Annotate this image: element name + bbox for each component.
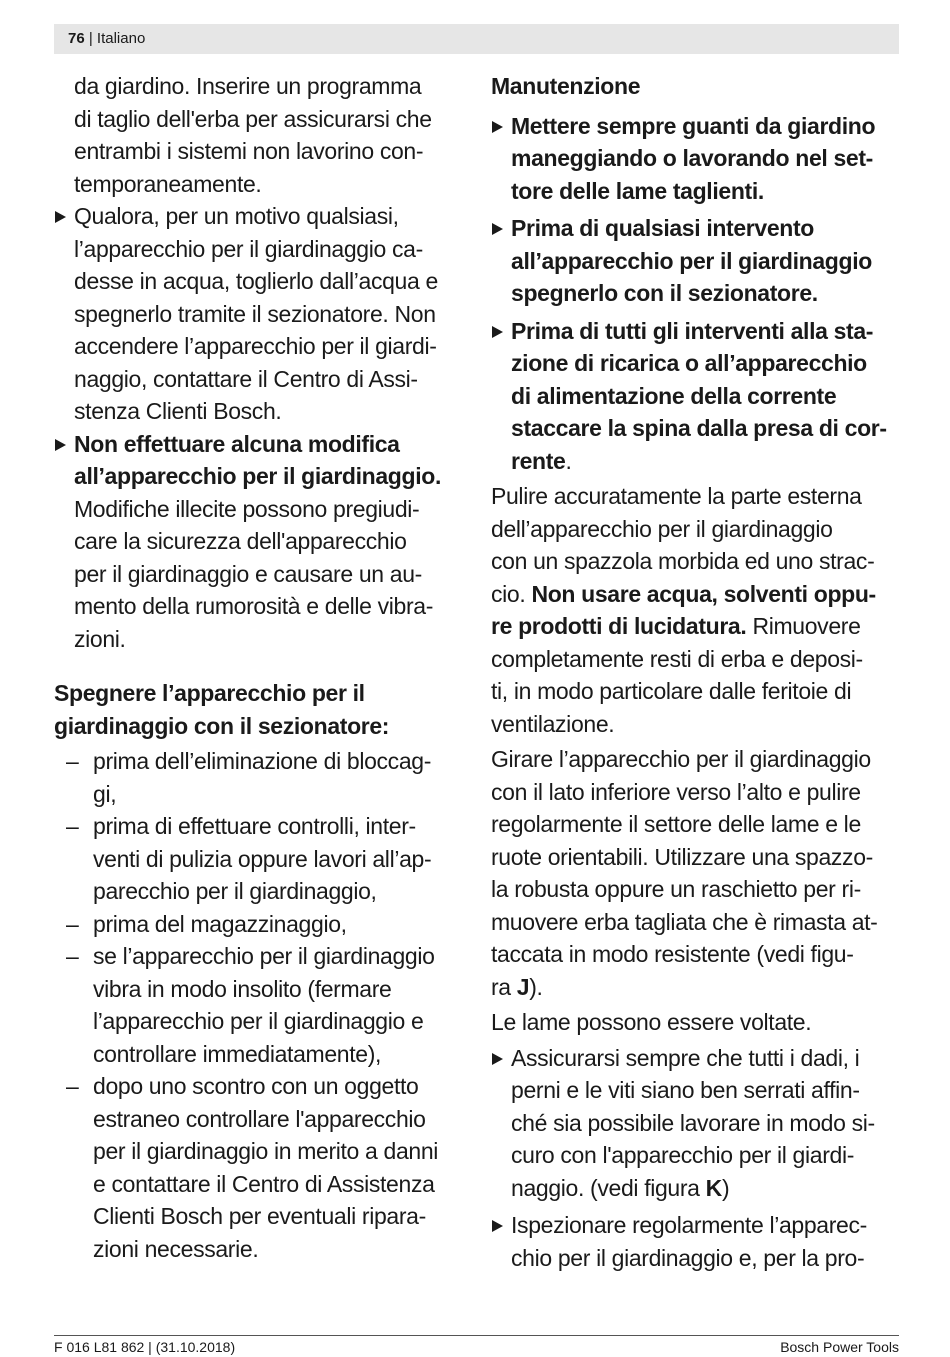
text-span: cio. [491, 580, 532, 607]
bullet-water [54, 200, 464, 428]
text-line: con un spazzola morbida ed uno strac- [491, 548, 875, 574]
text-span: Rimuovere [746, 613, 861, 639]
text-line: regolarmente il settore delle lame e le [491, 811, 861, 837]
text-line: da giardino. Inserire un programma [74, 73, 422, 99]
text-line: completamente resti di erba e deposi- [491, 645, 863, 672]
bold-span: re prodotti di lucidatura. [491, 613, 747, 639]
dash-item [54, 940, 464, 1070]
header-bar [54, 24, 899, 54]
text-line: temporaneamente. [74, 170, 262, 197]
dash-marker: – [66, 748, 79, 774]
text-line [511, 445, 901, 478]
bold-span: rente [511, 447, 566, 474]
figure-ref: J [516, 973, 530, 1000]
text-line: naggio, contattare il Centro di Assi- [74, 365, 418, 392]
footer-brand: Bosch Power Tools [780, 1339, 899, 1355]
text-line: per il giardinaggio in merito a danni [93, 1138, 439, 1164]
bullet-inspect [491, 1209, 901, 1274]
intro-paragraph [54, 70, 464, 200]
text-line: perni e le viti siano ben serrati affin- [511, 1077, 860, 1103]
text-line: ché sia possibile lavorare in modo si- [511, 1109, 875, 1136]
text-line: l’apparecchio per il giardinaggio ca- [74, 235, 423, 262]
text-line: per il giardinaggio e causare un au- [74, 560, 422, 587]
bullet-gloves [491, 110, 901, 208]
text-line: chio per il giardinaggio e, per la pro- [511, 1244, 865, 1271]
text-line: prima di effettuare controlli, inter- [93, 813, 416, 839]
bold-line: zione di ricarica o all’apparecchio [511, 350, 867, 376]
text-line: taccata in modo resistente (vedi figu- [491, 941, 854, 967]
text-line: entrambi i sistemi non lavorino con- [74, 138, 424, 164]
bold-line: spegnerlo con il sezionatore. [511, 280, 818, 306]
text-span: ). [529, 973, 543, 1000]
text-line: ti, in modo particolare dalle feritoie di [491, 678, 852, 704]
text-line: Ispezionare regolarmente l’apparec- [511, 1212, 867, 1238]
text-line [491, 578, 901, 611]
blades-paragraph: Le lame possono essere voltate. [491, 1009, 812, 1035]
text-line: ventilazione. [491, 710, 615, 737]
right-column [491, 70, 901, 1274]
turning-paragraph [491, 743, 901, 1003]
text-line: stenza Clienti Bosch. [74, 398, 282, 424]
bullet-unplug [491, 315, 901, 478]
dash-item [54, 745, 464, 810]
text-line: prima del magazzinaggio, [93, 910, 347, 937]
bold-line: all’apparecchio per il giardinaggio. [74, 463, 441, 489]
bullet-triangle-icon [55, 211, 66, 223]
text-line [491, 610, 901, 643]
text-line: ruote orientabili. Utilizzare una spazzo- [491, 843, 873, 870]
text-line [511, 1172, 901, 1205]
section-heading [54, 677, 464, 742]
heading-line: giardinaggio con il sezionatore: [54, 712, 390, 739]
text-line: spegnerlo tramite il sezionatore. Non [74, 300, 436, 327]
text-span: naggio. (vedi figura [511, 1174, 706, 1201]
text-line: parecchio per il giardinaggio, [93, 878, 377, 904]
dash-marker: – [66, 1073, 79, 1099]
bullet-triangle-icon [492, 326, 503, 338]
text-span: . [565, 447, 572, 474]
bold-line: Prima di qualsiasi intervento [511, 215, 815, 241]
bullet-triangle-icon [492, 1053, 503, 1065]
left-column [54, 70, 464, 1265]
text-line: muovere erba tagliata che è rimasta at- [491, 908, 878, 935]
text-line: e contattare il Centro di Assistenza [93, 1170, 435, 1197]
text-line: con il lato inferiore verso l’alto e pulire [491, 778, 861, 805]
bullet-triangle-icon [492, 121, 503, 133]
bullet-nuts-bolts [491, 1042, 901, 1205]
text-line: curo con l'apparecchio per il giardi- [511, 1142, 855, 1168]
dash-list [54, 745, 464, 1265]
text-span: ) [721, 1174, 730, 1201]
text-line: venti di pulizia oppure lavori all’ap- [93, 845, 432, 872]
text-line: l’apparecchio per il giardinaggio e [93, 1008, 424, 1034]
bold-line: Prima di tutti gli interventi alla sta- [511, 317, 874, 344]
dash-item [54, 1070, 464, 1265]
bullet-switch-off [491, 212, 901, 310]
dash-item [54, 810, 464, 908]
page-number: 76 [68, 30, 85, 47]
text-line: vibra in modo insolito (fermare [93, 975, 392, 1002]
heading-line: Spegnere l’apparecchio per il [54, 680, 365, 706]
bullet-no-modification [54, 428, 464, 656]
text-line: Modifiche illecite possono pregiudi- [74, 495, 420, 522]
text-line: Qualora, per un motivo qualsiasi, [74, 203, 399, 229]
bold-line: Non effettuare alcuna modifica [74, 430, 400, 457]
page-header [68, 30, 145, 48]
cleaning-paragraph [491, 480, 901, 740]
bold-span: Non usare acqua, solventi oppu- [531, 580, 876, 607]
bold-line: staccare la spina dalla presa di cor- [511, 415, 887, 441]
text-line: care la sicurezza dell'apparecchio [74, 528, 407, 554]
dash-marker: – [66, 910, 79, 937]
bullet-triangle-icon [492, 223, 503, 235]
text-line: Assicurarsi sempre che tutti i dadi, i [511, 1044, 860, 1071]
text-line: desse in acqua, toglierlo dall’acqua e [74, 268, 438, 294]
text-line: Pulire accuratamente la parte esterna [491, 483, 862, 509]
footer-divider [54, 1335, 899, 1336]
text-line: la robusta oppure un raschietto per ri- [491, 876, 861, 902]
header-separator: | [84, 30, 97, 47]
text-line: accendere l’apparecchio per il giardi- [74, 333, 437, 359]
text-line: mento della rumorosità e delle vibra- [74, 593, 434, 619]
text-line: controllare immediatamente), [93, 1040, 382, 1067]
dash-item [54, 908, 464, 941]
text-line: zioni. [74, 625, 126, 652]
text-line: prima dell’eliminazione di bloccag- [93, 748, 432, 774]
text-span: ra [491, 973, 517, 1000]
bold-line: di alimentazione della corrente [511, 382, 837, 409]
bold-line: tore delle lame taglienti. [511, 177, 764, 204]
text-line: dell’apparecchio per il giardinaggio [491, 515, 833, 542]
text-line: zioni necessarie. [93, 1235, 259, 1262]
bold-line: all’apparecchio per il giardinaggio [511, 247, 872, 274]
text-line: dopo uno scontro con un oggetto [93, 1073, 419, 1099]
footer-doc-id: F 016 L81 862 | (31.10.2018) [54, 1339, 236, 1355]
bold-line: maneggiando o lavorando nel set- [511, 145, 873, 171]
section-heading: Manutenzione [491, 73, 641, 99]
dash-marker: – [66, 813, 79, 839]
header-language: Italiano [96, 30, 146, 47]
text-line: di taglio dell'erba per assicurarsi che [74, 105, 432, 132]
text-line: estraneo controllare l'apparecchio [93, 1105, 426, 1132]
text-line: se l’apparecchio per il giardinaggio [93, 943, 435, 969]
bullet-triangle-icon [55, 439, 66, 451]
dash-marker: – [66, 943, 79, 969]
text-line: Clienti Bosch per eventuali ripara- [93, 1203, 426, 1229]
text-line: Girare l’apparecchio per il giardinaggio [491, 746, 871, 772]
text-line [491, 971, 901, 1004]
text-line: gi, [93, 780, 117, 807]
bold-line: Mettere sempre guanti da giardino [511, 112, 876, 139]
bullet-triangle-icon [492, 1220, 503, 1232]
figure-ref: K [705, 1174, 722, 1201]
